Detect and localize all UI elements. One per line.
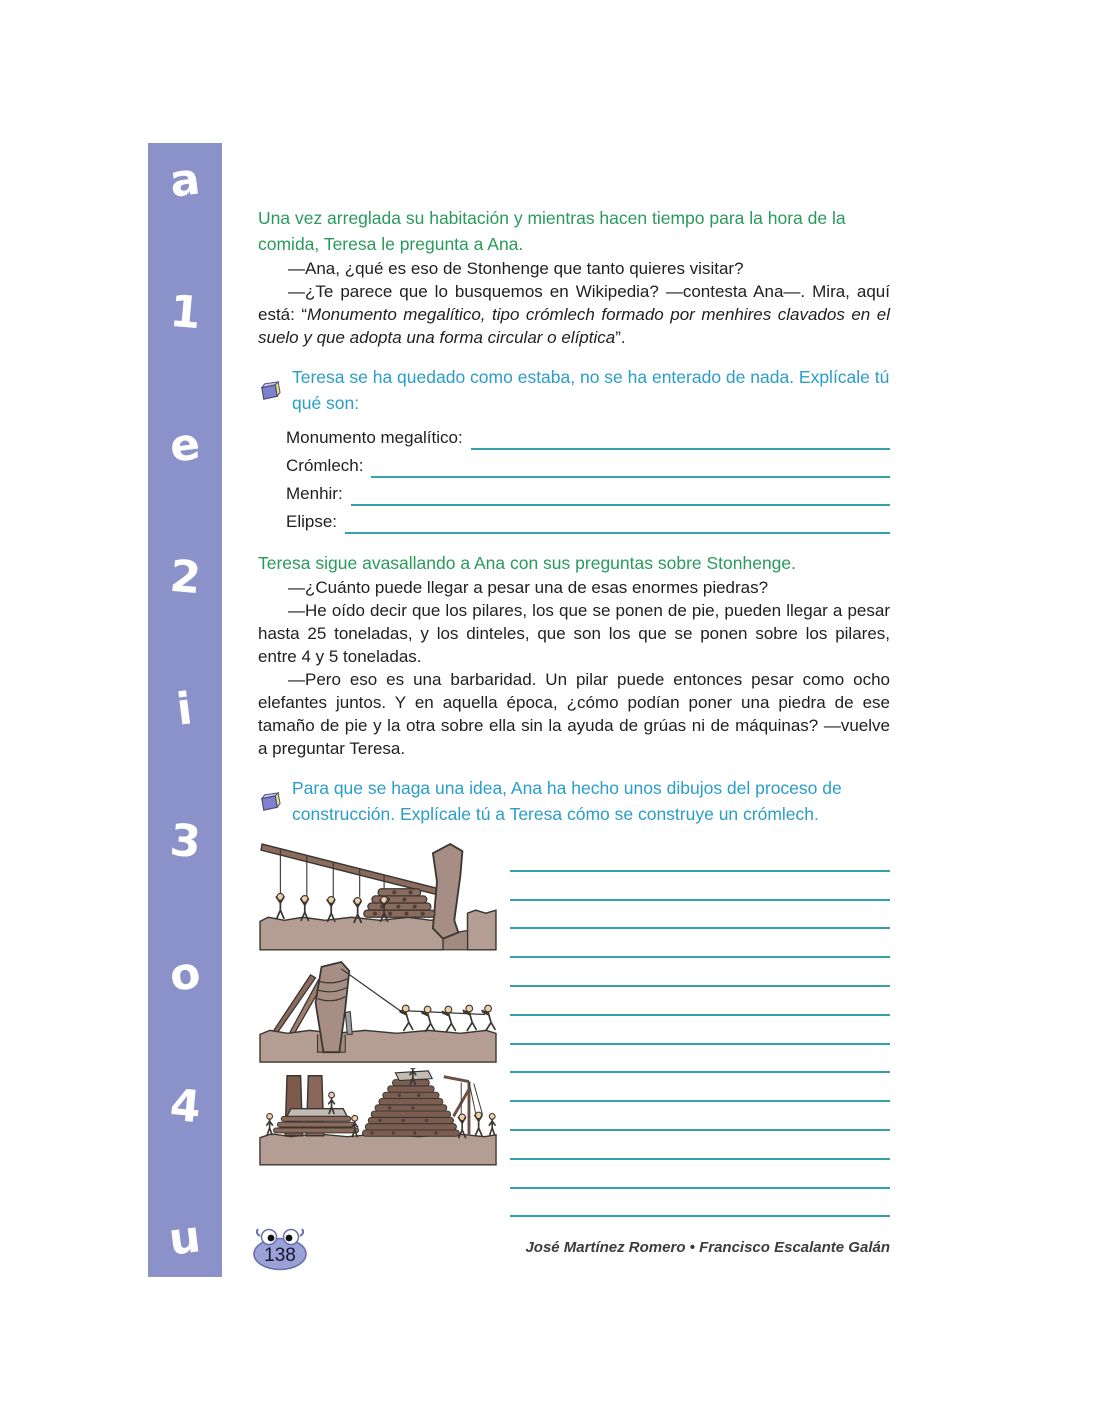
construction-drawings: [258, 841, 498, 1217]
dialogue-paragraph: —He oído decir que los pilares, los que se ponen de pie, pueden llegar a pesar hasta 25 toneladas, y los dinteles, que son los que se ponen sobre los pilares, entre 4 y 5 toneladas.: [258, 601, 890, 666]
page-number: 138: [264, 1245, 296, 1267]
number-4-mascot: 4: [167, 1079, 203, 1133]
cube-bullet-icon: [258, 778, 281, 827]
answer-writing-line: [510, 958, 890, 987]
answer-blank-line: [351, 484, 890, 506]
letter-i-mascot: i: [174, 683, 196, 736]
page-number-badge: [252, 1225, 308, 1271]
answer-writing-line: [510, 1016, 890, 1045]
answer-writing-line: [510, 901, 890, 930]
dialogue-text: ”.: [615, 328, 626, 347]
decorative-mascot-sidebar: [148, 143, 222, 1277]
dialogue-paragraph: —Pero eso es una barbaridad. Un pilar puede entonces pesar como ocho elefantes juntos. Y en aquella época, ¿cómo podían poner una piedra de ese tamaño de pie y la otra sobre ella sin la ayuda de grúas ni de máquinas? —vuelve a preguntar Teresa.: [258, 670, 890, 758]
letter-a-mascot: a: [167, 153, 203, 208]
answer-writing-line: [510, 1102, 890, 1131]
definition-term-label: Elipse:: [286, 512, 338, 531]
narration-heading: Teresa sigue avasallando a Ana con sus preguntas sobre Stonhenge.: [258, 553, 797, 573]
definition-term-label: Crómlech:: [286, 456, 364, 475]
cube-bullet-icon: [258, 367, 281, 416]
letter-e-mascot: e: [167, 417, 203, 473]
number-3-mascot: 3: [167, 815, 203, 869]
dialogue-paragraph: —¿Cuánto puede llegar a pesar una de esas enormes piedras?: [288, 578, 769, 597]
answer-writing-line: [510, 1073, 890, 1102]
dialogue-paragraph: [258, 280, 890, 349]
answer-blank-line: [345, 512, 890, 534]
definition-field-row: [286, 506, 890, 534]
answer-writing-line: [510, 929, 890, 958]
definition-field-row: [286, 422, 890, 450]
definition-term-label: Monumento megalítico:: [286, 428, 463, 447]
answer-blank-line: [371, 456, 890, 478]
narration-heading: Una vez arreglada su habitación y mientras hacen tiempo para la hora de la comida, Teresa le pregunta a Ana.: [258, 208, 846, 254]
answer-writing-line: [510, 1160, 890, 1189]
authors-credit: José Martínez Romero • Francisco Escalante Galán: [525, 1239, 890, 1257]
letter-u-mascot: u: [166, 1211, 204, 1266]
drawing-and-answer-section: [258, 841, 890, 1217]
answer-writing-line: [510, 843, 890, 872]
dialogue-text: —¿Te parece que lo busquemos en Wikipedia? —contesta Ana—. Mira, aquí está: “: [258, 282, 890, 324]
construction-step-3-illustration: [258, 1068, 498, 1167]
wikipedia-quote: Monumento megalítico, tipo crómlech formado por menhires clavados en el suelo y que adopta una forma circular o elíptica: [258, 305, 890, 347]
definition-term-label: Menhir:: [286, 484, 343, 503]
letter-o-mascot: o: [166, 946, 204, 1002]
answer-writing-line: [510, 872, 890, 901]
number-1-mascot: 1: [167, 286, 203, 340]
construction-step-1-illustration: [258, 841, 498, 953]
definition-fields: [286, 422, 890, 534]
dialogue-paragraph: —Ana, ¿qué es eso de Stonhenge que tanto quieres visitar?: [288, 259, 744, 278]
definition-field-row: [286, 478, 890, 506]
answer-writing-area: [510, 841, 890, 1217]
activity-instruction: Teresa se ha quedado como estaba, no se ha enterado de nada. Explícale tú qué son:: [292, 367, 890, 413]
activity-prompt-block: [258, 364, 890, 416]
answer-writing-line: [510, 987, 890, 1016]
activity-instruction: Para que se haga una idea, Ana ha hecho unos dibujos del proceso de construcción. Explícale tú a Teresa cómo se construye un crómlech.: [292, 778, 842, 824]
answer-writing-line: [510, 1045, 890, 1074]
page-content: [258, 0, 890, 1271]
answer-blank-line: [471, 428, 890, 450]
answer-writing-line: [510, 1189, 890, 1218]
page-footer: [258, 1225, 890, 1271]
construction-step-2-illustration: [258, 957, 498, 1064]
activity-prompt-block: [258, 775, 890, 827]
definition-field-row: [286, 450, 890, 478]
number-2-mascot: 2: [167, 550, 203, 604]
answer-writing-line: [510, 1131, 890, 1160]
